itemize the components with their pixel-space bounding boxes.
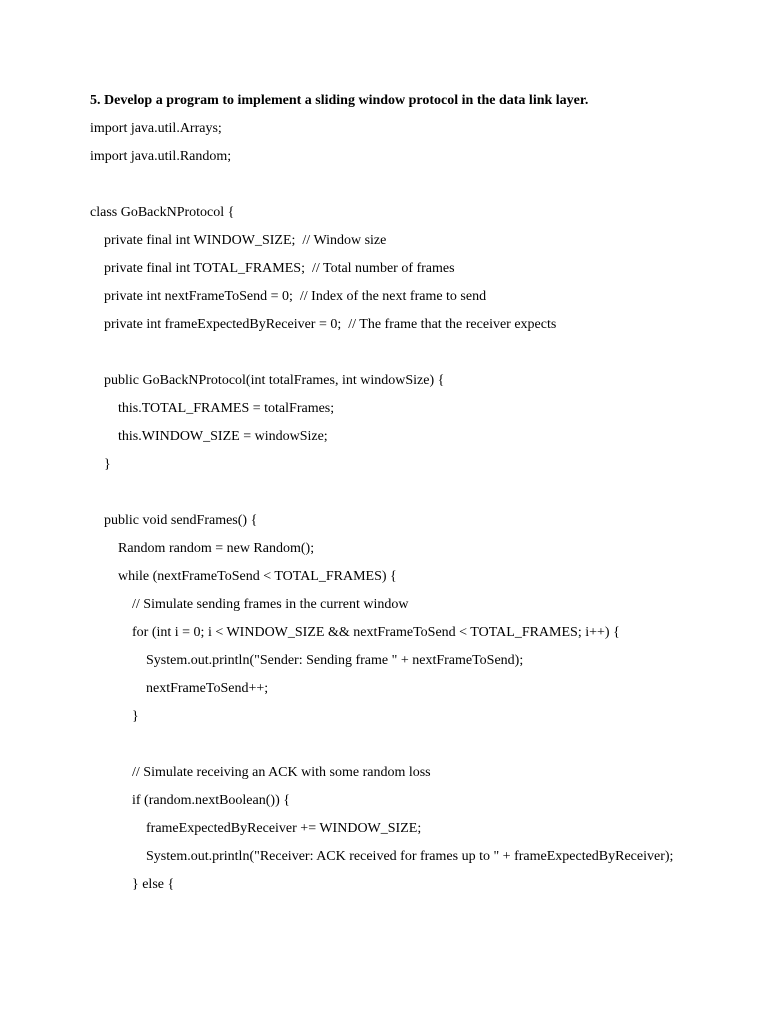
- code-line: } else {: [132, 877, 175, 892]
- question-heading: 5. Develop a program to implement a sliding window protocol in the data link layer.: [90, 93, 589, 108]
- code-line: import java.util.Arrays;: [90, 121, 222, 136]
- code-line: private int nextFrameToSend = 0; // Index of the next frame to send: [104, 289, 487, 304]
- code-line: nextFrameToSend++;: [146, 681, 269, 696]
- code-line: }: [104, 457, 111, 472]
- code-line: public GoBackNProtocol(int totalFrames, int windowSize) {: [104, 373, 445, 388]
- code-line: import java.util.Random;: [90, 149, 232, 164]
- code-line: // Simulate sending frames in the current window: [132, 597, 409, 612]
- code-line: System.out.println("Sender: Sending frame " + nextFrameToSend);: [146, 653, 524, 668]
- code-line: private final int WINDOW_SIZE; // Window size: [104, 233, 387, 248]
- code-line: while (nextFrameToSend < TOTAL_FRAMES) {: [118, 569, 397, 584]
- code-line: this.TOTAL_FRAMES = totalFrames;: [118, 401, 335, 416]
- code-line: public void sendFrames() {: [104, 513, 258, 528]
- code-line: for (int i = 0; i < WINDOW_SIZE && nextFrameToSend < TOTAL_FRAMES; i++) {: [132, 625, 620, 640]
- code-line: if (random.nextBoolean()) {: [132, 793, 290, 808]
- code-line: frameExpectedByReceiver += WINDOW_SIZE;: [146, 821, 422, 836]
- code-line: class GoBackNProtocol {: [90, 205, 235, 220]
- code-line: // Simulate receiving an ACK with some random loss: [132, 765, 431, 780]
- code-line: System.out.println("Receiver: ACK received for frames up to " + frameExpectedByReceiver);: [146, 849, 674, 864]
- code-line: private int frameExpectedByReceiver = 0; // The frame that the receiver expects: [104, 317, 557, 332]
- code-line: Random random = new Random();: [118, 541, 315, 556]
- code-line: private final int TOTAL_FRAMES; // Total number of frames: [104, 261, 455, 276]
- code-line: this.WINDOW_SIZE = windowSize;: [118, 429, 328, 444]
- code-line: }: [132, 709, 139, 724]
